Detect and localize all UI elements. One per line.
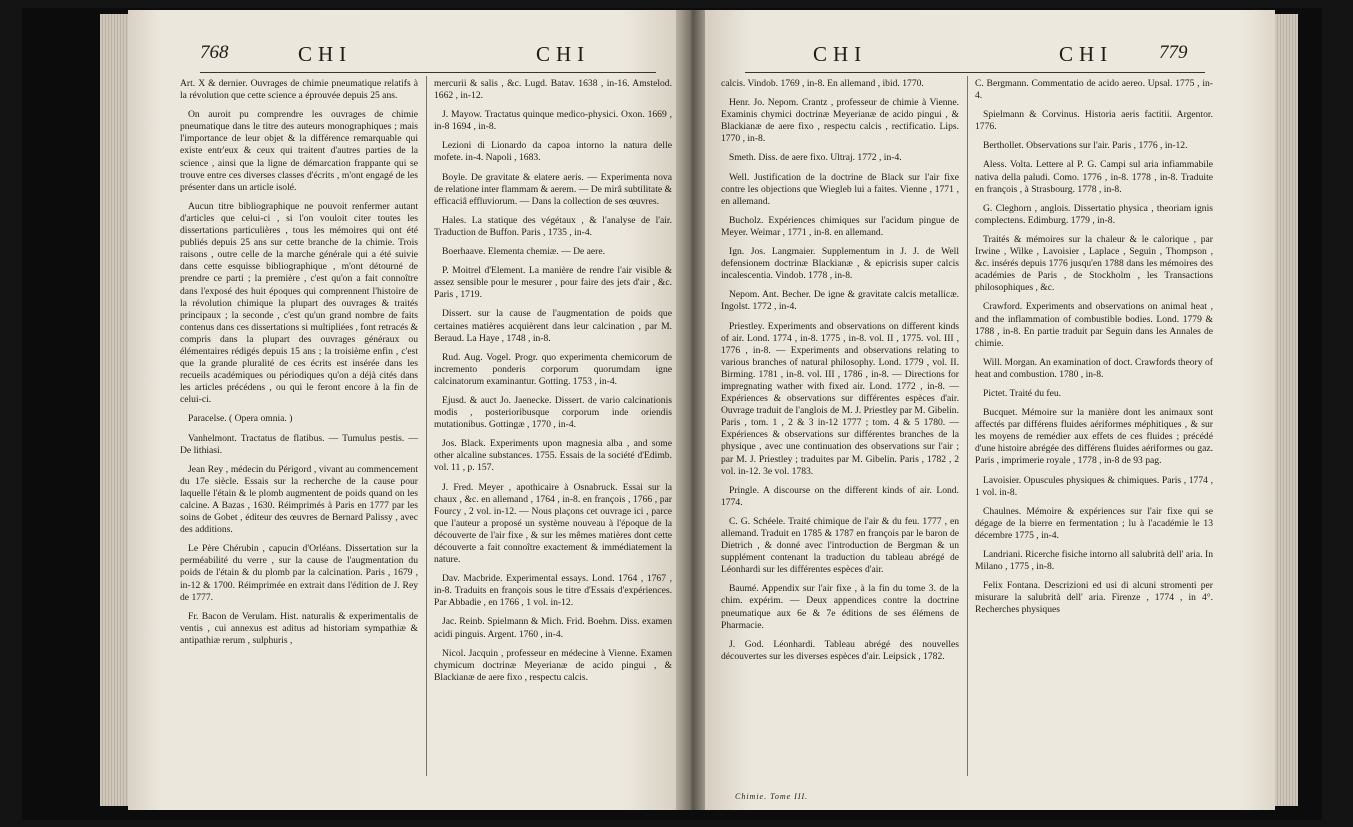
right-header-2: CHI [1059, 42, 1114, 66]
right-header-rule [745, 72, 1205, 73]
paragraph: Landriani. Ricerche fisiche intorno all salubrità dell' aria. In Milano , 1775 , in-8. [975, 549, 1213, 573]
paragraph: Bucquet. Mémoire sur la manière dont les animaux sont affectés par différens fluides aériformes méphitiques , & sur les moyens de remédier aux effets de ces fluides ; précédé d'une histoire abrégée des différens fluides aériformes ou gaz. Paris , imprimerie royale , 1778 , in-8 de 93 pag. [975, 407, 1213, 467]
left-page-number: 768 [200, 42, 229, 63]
paragraph: Lezioni di Lionardo da capoa intorno la natura delle mofete. in-4. Napoli , 1683. [434, 140, 672, 164]
paragraph: Pictet. Traité du feu. [983, 387, 1062, 399]
left-column-2 [434, 78, 672, 691]
right-header-1: CHI [813, 42, 868, 66]
left-header-rule [200, 72, 656, 73]
paragraph: Jean Rey , médecin du Périgord , vivant au commencement du 17e siècle. Essais sur la recherche de la cause pour laquelle l'étain & le plomb augmentent de poids quand on les calcine. A Bazas , 1630. Réimprimés à Paris en 1777 par les soins de Gobet , éditeur des œuvres de Bernard Palissy , avec des additions. [180, 463, 418, 536]
left-header-1: CHI [298, 42, 353, 66]
paragraph: Smeth. Diss. de aere fixo. Ultraj. 1772 , in-4. [729, 152, 902, 164]
paragraph: On auroit pu comprendre les ouvrages de chimie pneumatique dans le titre des auteurs monographiques ; mais l'importance de leur objet & la différence remarquable qui existe entr'eux & ceux qui traitent d'autres parties de la science , ainsi que la ligne de démarcation frappante qui se trouve entre ces diverses classes d'écrits , m'ont engagé de les présenter dans un article isolé. [180, 109, 418, 193]
right-page [705, 10, 1275, 810]
paragraph: Paracelse. ( Opera omnia. ) [188, 413, 293, 425]
paragraph: Jos. Black. Experiments upon magnesia alba , and some other alcaline substances. 1755. Essais de la société d'Edimb. vol. 11 , p. 157. [434, 438, 672, 474]
right-column-2 [975, 78, 1213, 623]
paragraph: Art. X & dernier. Ouvrages de chimie pneumatique relatifs à la révolution que cette science a éprouvée depuis 25 ans. [180, 78, 418, 102]
paragraph: Priestley. Experiments and observations on different kinds of air. Lond. 1774 , in-8. 1775 , in-8. vol. II , 1775. vol. III , 1776 , in-8. — Experiments and observations relating to various branches of natural philosophy. Lond. 1779 , vol. II. Birming. 1781 , in-8. vol. III , 1786 , in-8. — Directions for impregnating wather with fixed air. Lond. 1772 , in-8. — Expériences & observations sur différentes espèces d'air. Ouvrage traduit de l'anglois de M. J. Priestley par M. Gibelin. Paris , tom. 1 , 2 & 3 in-12 1777 ; tom. 4 & 5 1780. — Expériences & observations sur différentes branches de la physique , avec une continuation des observations sur l'air ; par M. J. Priestley ; traduites par M. Gibelin. Paris , 1782 , 2 vol. in-12. 3e vol. 1783. [721, 320, 959, 477]
paragraph: P. Moitrel d'Element. La manière de rendre l'air visible & assez sensible pour le mesurer , pour faire des jets d'air , &c. Paris , 1719. [434, 265, 672, 301]
paragraph: Fr. Bacon de Verulam. Hist. naturalis & experimentalis de ventis , cui annexus est aditus ad historiam sympathiæ & antipathiæ rerum , sulphuris , [180, 610, 418, 646]
paragraph: Lavoisier. Opuscules physiques & chimiques. Paris , 1774 , 1 vol. in-8. [975, 474, 1213, 498]
left-page [128, 10, 678, 810]
paragraph: Well. Justification de la doctrine de Black sur l'air fixe contre les objections que Wiegleb lui a faites. Vienne , 1771 , en allemand. [721, 171, 959, 207]
paragraph: calcis. Vindob. 1769 , in-8. En allemand , ibid. 1770. [721, 78, 924, 89]
paragraph: J. God. Léonhardi. Tableau abrégé des nouvelles découvertes sur les diverses espèces d'air. Leipsick , 1782. [721, 638, 959, 662]
paragraph: Chaulnes. Mémoire & expériences sur l'air fixe qui se dégage de la bierre en fermentation ; lu à l'académie le 13 décembre 1775 , in-4. [975, 505, 1213, 541]
paragraph: Will. Morgan. An examination of doct. Crawfords theory of heat and combustion. 1780 , in-8. [975, 356, 1213, 380]
paragraph: Aless. Volta. Lettere al P. G. Campi sul aria infiammabile nativa della paludi. Como. 1776 , in-8. 1778 , in-8. Traduite en françois , à Strasbourg. 1778 , in-8. [975, 159, 1213, 195]
paragraph: Le Père Chérubin , capucin d'Orléans. Dissertation sur la perméabilité du verre , sur la cause de l'augmentation du poids de l'étain & du plomb par la calcination. Paris , 1679 , in-12 & 1700. Réimprimée en extrait dans l'édition de J. Rey de 1777. [180, 543, 418, 603]
paragraph: Bucholz. Expériences chimiques sur l'acidum pingue de Meyer. Weimar , 1771 , in-8. en allemand. [721, 214, 959, 238]
paragraph: Berthollet. Observations sur l'air. Paris , 1776 , in-12. [983, 140, 1188, 152]
paragraph: Nicol. Jacquin , professeur en médecine à Vienne. Examen chymicum doctrinæ Meyerianæ de acido pingui , & Blackianæ de aere fixo , respectu calcis. [434, 647, 672, 683]
paragraph: mercurii & salis , &c. Lugd. Batav. 1638 , in-16. Amstelod. 1662 , in-12. [434, 78, 672, 102]
paragraph: C. G. Schéele. Traité chimique de l'air & du feu. 1777 , en allemand. Traduit en 1785 & 1787 en françois par le baron de Dietrich , & donné avec l'introduction de Bergman & un supplément contenant la traduction du tableau abrégé de Léonhardi sur les différentes espèces d'air. [721, 515, 959, 576]
paragraph: Traités & mémoires sur la chaleur & le calorique , par Irwine , Wilke , Lavoisier , Laplace , Seguin , Thompson , &c. insérés depuis 1776 jusqu'en 1788 dans les mémoires des académies de Paris , de Stockholm , les Transactions philosophiques , &c. [975, 233, 1213, 294]
paragraph: Felix Fontana. Descrizioni ed usi di alcuni stromenti per misurare la salubrità dell' aria. Firenze , 1774 , in 4°. Recherches physiques [975, 580, 1213, 616]
paragraph: Boyle. De gravitate & elatere aeris. — Experimenta nova de relatione inter flammam & aerem. — De mirâ subtilitate & efficaciâ effluviorum. — Dans la collection de ses œuvres. [434, 171, 672, 207]
paragraph: Crawford. Experiments and observations on animal heat , and the inflammation of combustible bodies. Lond. 1779 & 1788 , in-8. En partie traduit par Seguin dans les Annales de chimie. [975, 301, 1213, 349]
book-gutter [676, 10, 707, 810]
paragraph: G. Cleghorn , anglois. Dissertatio physica , theoriam ignis complectens. Edimburg. 1779 , in-8. [975, 202, 1213, 226]
right-page-number: 779 [1159, 42, 1188, 63]
right-column-1 [721, 78, 959, 670]
left-page-edges [100, 14, 130, 806]
right-page-edges [1272, 14, 1298, 806]
paragraph: Baumé. Appendix sur l'air fixe , à la fin du tome 3. de la chim. expérim. — Deux appendices contre la doctrine pneumatique aux 6e & 7e éditions de ses élémens de Pharmacie. [721, 583, 959, 631]
paragraph: Henr. Jo. Nepom. Crantz , professeur de chimie à Vienne. Examinis chymici doctrinæ Meyerianæ de acido pingui , & Blackianæ de aere fixo , respectu calcis , rectificatio. Lips. 1770 , in-8. [721, 97, 959, 145]
left-header-2: CHI [536, 42, 591, 66]
paragraph: Dav. Macbride. Experimental essays. Lond. 1764 , 1767 , in-8. Traduits en françois sous le titre d'Essais d'expériences. Par Abbadie , en 1766 , 1 vol. in-12. [434, 573, 672, 609]
paragraph: Pringle. A discourse on the different kinds of air. Lond. 1774. [721, 484, 959, 508]
paragraph: Nepom. Ant. Becher. De igne & gravitate calcis metallicæ. Ingolst. 1772 , in-4. [721, 289, 959, 313]
paragraph: Dissert. sur la cause de l'augmentation de poids que certaines matières acquièrent dans leur calcination , par M. Beraud. La Haye , 1748 , in-8. [434, 308, 672, 344]
paragraph: Ejusd. & auct Jo. Jaenecke. Dissert. de vario calcinationis modis , posterioribusque corporum inde oriendis mutationibus. Gottingæ , 1770 , in-4. [434, 394, 672, 431]
left-column-divider [426, 76, 427, 776]
paragraph: Rud. Aug. Vogel. Progr. quo experimenta chemicorum de incremento ponderis corporum quorumdam igne calcinatorum examinantur. Gotting. 1753 , in-4. [434, 351, 672, 387]
paragraph: Ign. Jos. Langmaier. Supplementum in J. J. de Well defensionem doctrinæ Blackianæ , & epicrisis super calcis incalescentia. Vindob. 1778 , in-8. [721, 246, 959, 282]
right-column-divider [967, 76, 968, 776]
paragraph: Jac. Reinb. Spielmann & Mich. Frid. Boehm. Diss. examen acidi pinguis. Argent. 1760 , in-4. [434, 616, 672, 640]
paragraph: Hales. La statique des végétaux , & l'analyse de l'air. Traduction de Buffon. Paris , 1735 , in-4. [434, 214, 672, 238]
paragraph: Boerhaave. Elementa chemiæ. — De aere. [442, 246, 606, 258]
paragraph: Vanhelmont. Tractatus de flatibus. — Tumulus pestis. — De lithiasi. [180, 432, 418, 456]
paragraph: Aucun titre bibliographique ne pouvoit renfermer autant d'articles que celui-ci , si l'on vouloit citer toutes les dissertations particulières , tous les mémoires qui ont été publiés depuis 25 ans sur cette branche de la chimie. Trois raisons , outre celle de la marche générale qui a été suivie dans cette esquisse bibliographique , m'ont détourné de prendre ce parti ; la première , c'est qu'on a fait connoître dans l'exposé des huit époques qui comprennent l'histoire de la révolution chimique la plupart des ouvrages & traités principaux ; la seconde , c'est qu'un grand nombre de faits contenus dans ces dissertations si multipliées , font retracés & compris dans la plupart des ouvrages généraux ou élémentaires rédigés depuis 15 ans ; la troisième enfin , c'est que la grande pluralité de ces écrits est insérée dans les recueils académiques ou périodiques qu'on a déjà cités dans les articles précédens , ou qui le feront encore à la fin de celui-ci. [180, 200, 418, 406]
paragraph: J. Fred. Meyer , apothicaire à Osnabruck. Essai sur la chaux , &c. en allemand , 1764 , in-8. en françois , 1766 , par Fourcy , 2 vol. in-12. — Nous plaçons cet ouvrage ici , parce que l'auteur a proposé un système nouveau à l'époque de la découverte de l'air fixe , & sur les mêmes matières dont cette découverte a fait connoître exactement & immédiatement la nature. [434, 481, 672, 566]
paragraph: J. Mayow. Tractatus quinque medico-physici. Oxon. 1669 , in-8 1694 , in-8. [434, 109, 672, 133]
paragraph: Spielmann & Corvinus. Historia aeris factitii. Argentor. 1776. [975, 109, 1213, 133]
paragraph: C. Bergmann. Commentatio de acido aereo. Upsal. 1775 , in-4. [975, 78, 1213, 102]
page-footer: Chimie. Tome III. [735, 792, 809, 801]
left-column-1 [180, 78, 418, 654]
